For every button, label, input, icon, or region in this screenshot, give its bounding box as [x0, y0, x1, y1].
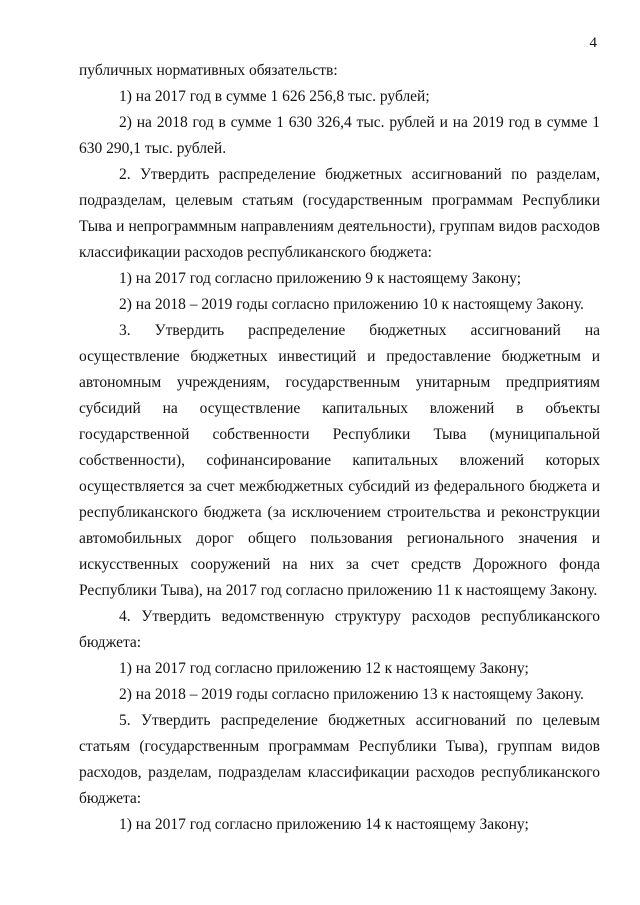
paragraph: 4. Утвердить ведомственную структуру расходов республиканского бюджета: [79, 608, 600, 651]
document-body [79, 58, 600, 838]
page-number: 4 [589, 35, 597, 51]
paragraph: 3. Утвердить распределение бюджетных ассигнований на осуществление бюджетных инвестиций и предоставление бюджетным и автономным учреждениям, государственным унитарным предприятиям субсидий на осуществление капитальных вложений в объекты государственной собственности Республики Тыва (муниципальной собственности), софинансирование капитальных вложений которых осуществляется за счет межбюджетных субсидий из федерального бюджета и республиканского бюджета (за исключением строительства и реконструкции автомобильных дорог общего пользования регионального значения и искусственных сооружений на них за счет средств Дорожного фонда Республики Тыва), на 2017 год согласно приложению 11 к настоящему Закону. [79, 322, 600, 599]
paragraph: 1) на 2017 год согласно приложению 9 к настоящему Закону; [119, 270, 522, 287]
paragraph: 1) на 2017 год согласно приложению 14 к настоящему Закону; [119, 816, 529, 833]
paragraph: публичных нормативных обязательств: [79, 62, 338, 79]
paragraph: 1) на 2017 год в сумме 1 626 256,8 тыс. рублей; [119, 88, 430, 105]
paragraph: 2) на 2018 – 2019 годы согласно приложению 10 к настоящему Закону. [119, 296, 584, 313]
paragraph: 5. Утвердить распределение бюджетных ассигнований по целевым статьям (государственным программам Республики Тыва), группам видов расходов, разделам, подразделам классификации расходов республиканского бюджета: [79, 712, 600, 807]
paragraph: 2) на 2018 – 2019 годы согласно приложению 13 к настоящему Закону. [119, 686, 584, 703]
paragraph: 2) на 2018 год в сумме 1 630 326,4 тыс. рублей и на 2019 год в сумме 1 630 290,1 тыс. рублей. [79, 114, 600, 157]
paragraph: 2. Утвердить распределение бюджетных ассигнований по разделам, подразделам, целевым статьям (государственным программам Республики Тыва и непрограммным направлениям деятельности), группам видов расходов классификации расходов республиканского бюджета: [79, 166, 600, 261]
paragraph: 1) на 2017 год согласно приложению 12 к настоящему Закону; [119, 660, 529, 677]
